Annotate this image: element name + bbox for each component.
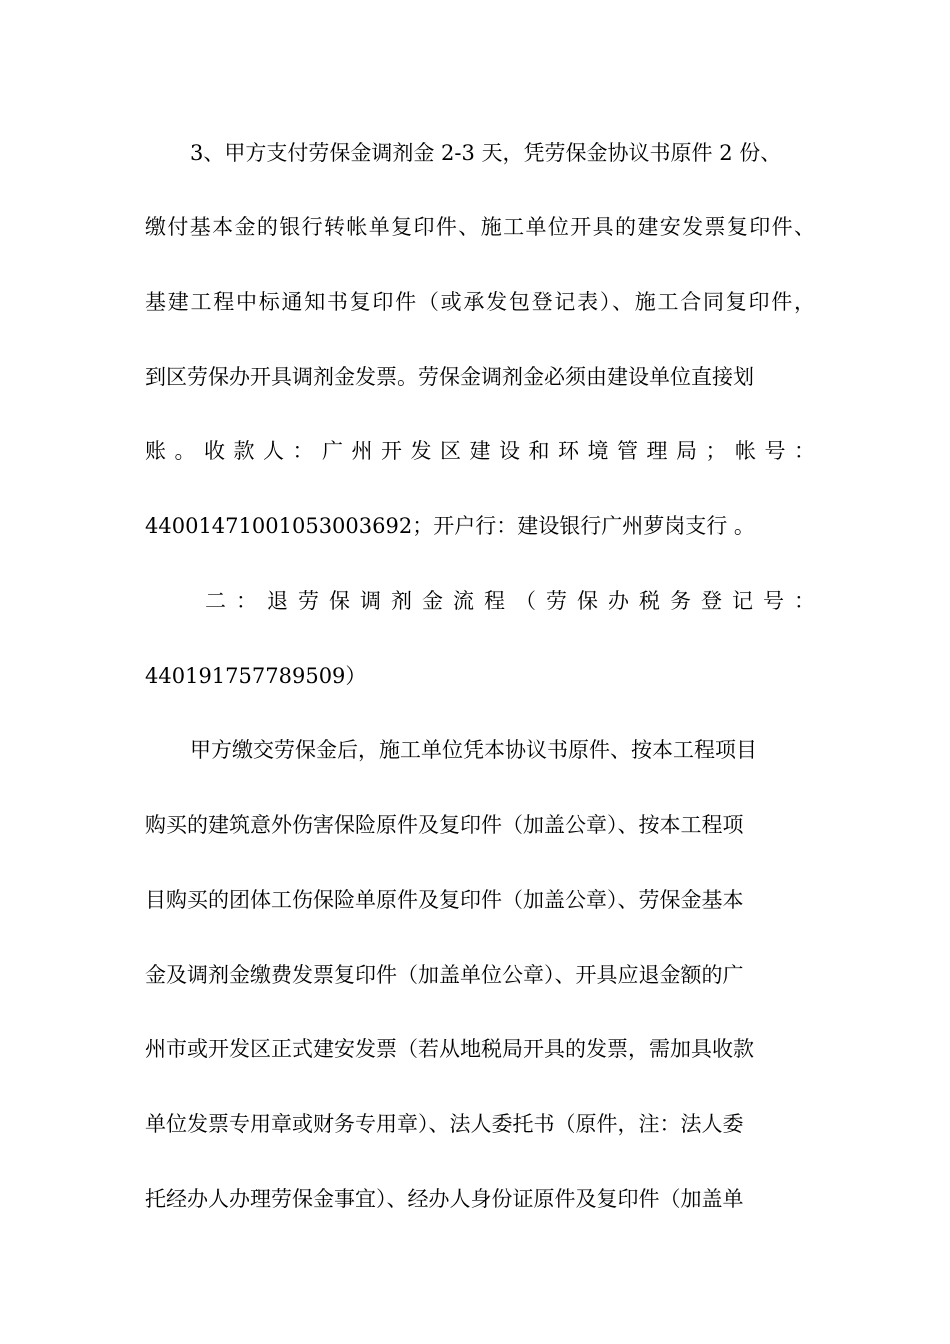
paragraph-line-4: 到区劳保办开具调剂金发票。劳保金调剂金必须由建设单位直接划 <box>145 365 754 389</box>
paragraph-line-7: 甲方缴交劳保金后，施工单位凭本协议书原件、按本工程项目 <box>190 738 757 762</box>
paragraph-line-6: 44001471001053003692；开户行：建设银行广州萝岗支行 。 <box>145 514 755 538</box>
paragraph-line-12: 单位发票专用章或财务专用章）、法人委托书（原件，注：法人委 <box>145 1112 744 1136</box>
section-heading-line-1: 二：退劳保调剂金流程（劳保办税务登记号： <box>205 589 815 613</box>
paragraph-line-9: 目购买的团体工伤保险单原件及复印件（加盖公章）、劳保金基本 <box>145 888 744 912</box>
paragraph-line-1: 3、甲方支付劳保金调剂金 2-3 天，凭劳保金协议书原件 2 份、 <box>190 141 782 165</box>
paragraph-line-11: 州市或开发区正式建安发票（若从地税局开具的发票，需加具收款 <box>145 1037 754 1061</box>
paragraph-line-8: 购买的建筑意外伤害保险原件及复印件（加盖公章）、按本工程项 <box>145 813 744 837</box>
paragraph-line-5: 账。收款人：广州开发区建设和环境管理局；帐号： <box>145 439 815 463</box>
paragraph-line-10: 金及调剂金缴费发票复印件（加盖单位公章）、开具应退金额的广 <box>145 963 744 987</box>
paragraph-line-3: 基建工程中标通知书复印件（或承发包登记表）、施工合同复印件， <box>145 290 815 314</box>
section-heading-line-2: 440191757789509） <box>145 664 367 688</box>
paragraph-line-2: 缴付基本金的银行转帐单复印件、施工单位开具的建安发票复印件、 <box>145 215 815 239</box>
paragraph-line-13: 托经办人办理劳保金事宜）、经办人身份证原件及复印件（加盖单 <box>145 1187 744 1211</box>
